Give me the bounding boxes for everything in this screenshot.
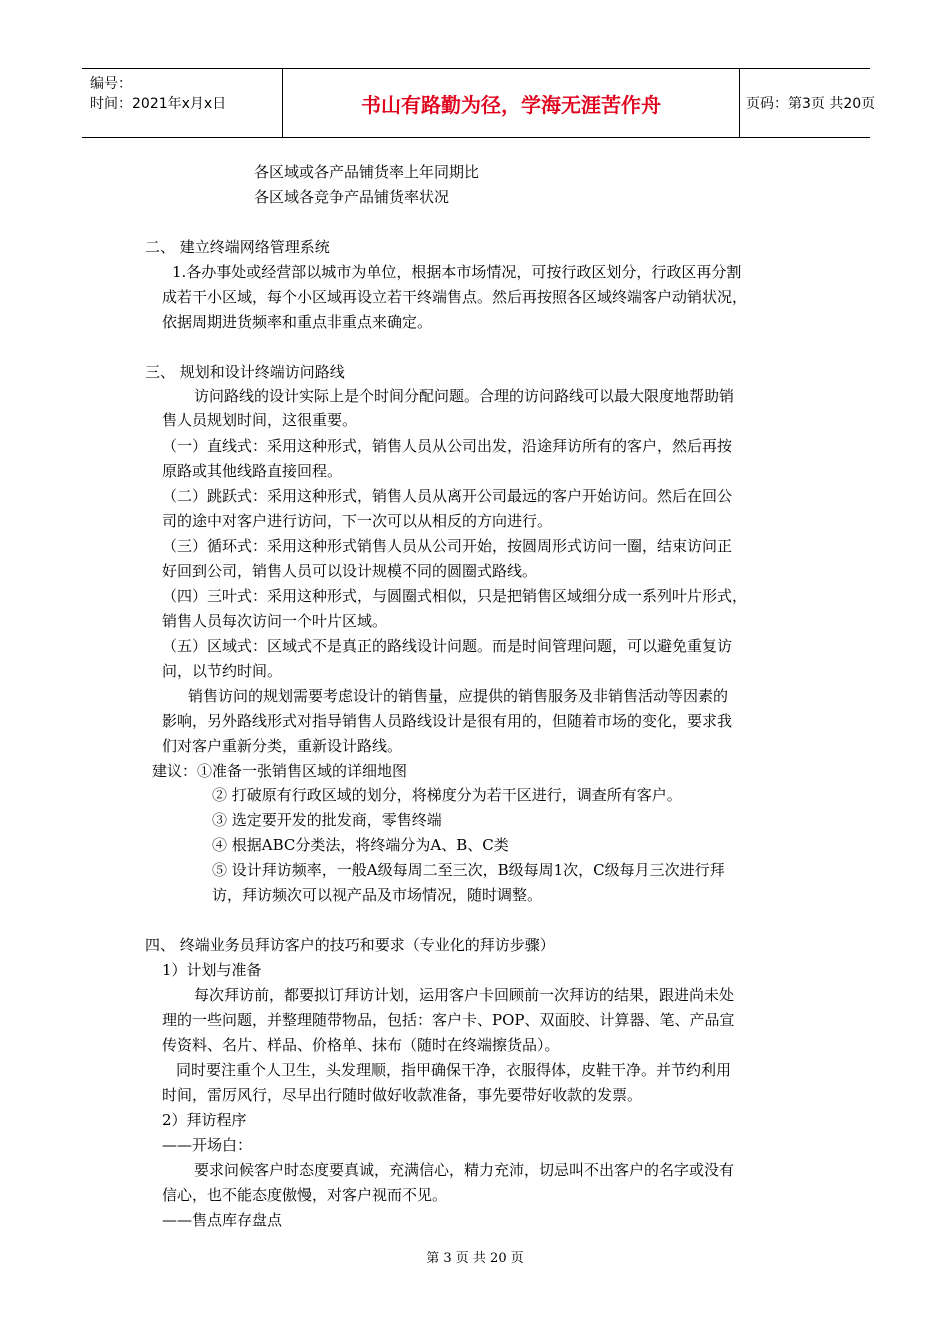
page-header [82,68,876,138]
text-line: 同时要注重个人卫生，头发理顺，指甲确保干净，衣服得体，皮鞋干净。并节约利用 [176,1061,732,1079]
text-line: （一）直线式：采用这种形式，销售人员从公司出发，沿途拜访所有的客户，然后再按 [162,437,733,455]
section-heading: 四、 终端业务员拜访客户的技巧和要求（专业化的拜访步骤） [145,936,555,954]
text-line: 访，拜访频次可以视产品及市场情况，随时调整。 [212,886,543,904]
text-line: 1.各办事处或经营部以城市为单位，根据本市场情况，可按行政区划分，行政区再分割 [172,263,742,281]
text-line: 销售访问的规划需要考虑设计的销售量，应提供的销售服务及非销售活动等因素的 [188,687,729,705]
text-line: 各区域或各产品铺货率上年同期比 [254,163,480,181]
number-label: 编号： [90,76,132,92]
text-line: ③ 选定要开发的批发商，零售终端 [212,811,442,829]
text-line: 影响，另外路线形式对指导销售人员路线设计是很有用的，但随着市场的变化，要求我 [162,712,733,730]
text-line: 建议：①准备一张销售区域的详细地图 [152,762,408,780]
text-line: ② 打破原有行政区域的划分，将梯度分为若干区进行，调查所有客户。 [212,786,682,804]
text-line: ⑤ 设计拜访频率，一般A级每周二至三次，B级每周1次，C级每月三次进行拜 [212,861,725,879]
text-line: 成若干小区域，每个小区域再设立若干终端售点。然后再按照各区域终端客户动销状况， [162,288,748,306]
text-line: （三）循环式：采用这种形式销售人员从公司开始，按圆周形式访问一圈，结束访问正 [162,537,733,555]
text-line: 司的途中对客户进行访问，下一次可以从相反的方向进行。 [162,512,553,530]
text-line: 信心，也不能态度傲慢，对客户视而不见。 [162,1186,448,1204]
text-line: 各区域各竞争产品铺货率状况 [254,188,450,206]
text-line: 访问路线的设计实际上是个时间分配问题。合理的访问路线可以最大限度地帮助销 [194,387,735,405]
text-line: 时间，雷厉风行，尽早出行随时做好收款准备，事先要带好收款的发票。 [162,1086,643,1104]
text-line: ——开场白： [162,1136,253,1154]
header-info-cell [82,69,282,137]
text-line: 每次拜访前，都要拟订拜访计划，运用客户卡回顾前一次拜访的结果，跟进尚未处 [194,986,735,1004]
text-line: 原路或其他线路直接回程。 [162,462,343,480]
text-line: 们对客户重新分类，重新设计路线。 [162,737,403,755]
text-line: （四）三叶式：采用这种形式，与圆圈式相似，只是把销售区域细分成一系列叶片形式， [162,587,748,605]
section-heading: 三、 规划和设计终端访问路线 [145,363,345,381]
section-heading: 二、 建立终端网络管理系统 [145,238,330,256]
text-line: 理的一些问题，并整理随带物品，包括：客户卡、POP、双面胶、计算器、笔、产品宣 [162,1011,735,1029]
text-line: 好回到公司，销售人员可以设计规模不同的圆圈式路线。 [162,562,538,580]
header-page-info: 页码：第3页 共20页 [746,96,876,112]
text-line: 传资料、名片、样品、价格单、抹布（随时在终端擦货品）。 [162,1036,560,1054]
text-line: 2）拜访程序 [162,1111,247,1129]
text-line: 售人员规划时间，这很重要。 [162,411,358,429]
text-line: 问，以节约时间。 [162,662,283,680]
time-label: 时间：2021年x月x日 [90,96,227,112]
text-line: 依据周期进货频率和重点非重点来确定。 [162,313,433,331]
header-motto: 书山有路勤为径，学海无涯苦作舟 [282,69,740,137]
text-line: 销售人员每次访问一个叶片区域。 [162,612,388,630]
text-line: ④ 根据ABC分类法，将终端分为A、B、C类 [212,836,509,854]
text-line: （五）区域式：区域式不是真正的路线设计问题。而是时间管理问题，可以避免重复访 [162,637,733,655]
text-line: 1）计划与准备 [162,961,262,979]
text-line: 要求问候客户时态度要真诚，充满信心，精力充沛，切忌叫不出客户的名字或没有 [194,1161,735,1179]
page-footer: 第 3 页 共 20 页 [426,1251,524,1266]
text-line: （二）跳跃式：采用这种形式，销售人员从离开公司最远的客户开始访问。然后在回公 [162,487,733,505]
text-line: ——售点库存盘点 [162,1211,283,1229]
